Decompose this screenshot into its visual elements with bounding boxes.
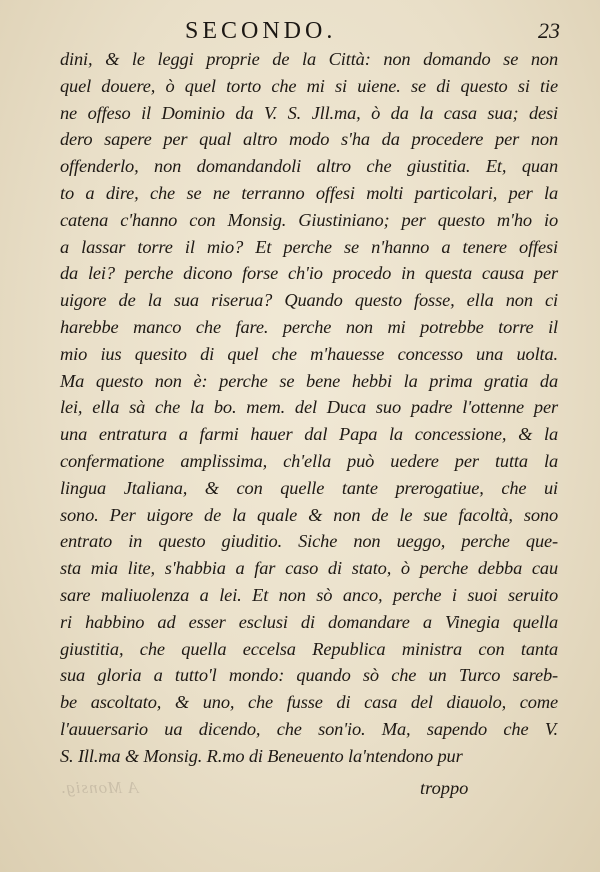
text-line: sta mia lite, s'habbia a far caso di stato, ò perche debba cau bbox=[60, 558, 558, 579]
text-line: una entratura a farmi hauer dal Papa la concessione, & la bbox=[60, 424, 558, 445]
text-line: ri habbino ad esser esclusi di domandare a Vinegia quella bbox=[60, 611, 558, 632]
text-line: lingua Jtaliana, & con quelle tante prerogatiue, che ui bbox=[60, 477, 558, 498]
bleed-through-text: A Monsig. bbox=[60, 778, 139, 797]
text-line: a lassar torre il mio? Et perche se n'hanno a tenere offesi bbox=[60, 236, 558, 257]
text-line: offenderlo, non domandandoli altro che giustitia. Et, quan bbox=[60, 156, 558, 177]
text-line: be ascoltato, & uno, che fusse di casa del diauolo, come bbox=[60, 692, 558, 713]
text-line: quel douere, ò quel torto che mi si uiene. se di questo si tie bbox=[60, 75, 558, 96]
page-header bbox=[40, 18, 572, 48]
text-line: dero sapere per qual altro modo s'ha da procedere per non bbox=[60, 129, 558, 150]
text-line: lei, ella sà che la bo. mem. del Duca suo padre l'ottenne per bbox=[60, 397, 558, 418]
text-line: Ma questo non è: perche se bene hebbi la prima gratia da bbox=[60, 370, 558, 391]
text-line: sono. Per uigore de la quale & non de le sue facoltà, sono bbox=[60, 504, 558, 525]
page-number: 23 bbox=[538, 18, 560, 43]
text-line: uigore de la sua riserua? Quando questo fosse, ella non ci bbox=[60, 290, 558, 311]
text-line: giustitia, che quella eccelsa Republica ministra con tanta bbox=[60, 638, 558, 659]
text-line: sua gloria a tutto'l mondo: quando sò che un Turco sareb- bbox=[60, 665, 558, 686]
text-line: ne offeso il Dominio da V. S. Jll.ma, ò da la casa sua; desi bbox=[60, 102, 558, 123]
body-text bbox=[60, 46, 558, 770]
text-line: S. Ill.ma & Monsig. R.mo di Beneuento la'ntendono pur bbox=[60, 745, 463, 766]
text-line: confermatione amplissima, ch'ella può uedere per tutta la bbox=[60, 450, 558, 471]
running-head: SECONDO. bbox=[185, 18, 337, 44]
text-line: da lei? perche dicono forse ch'io procedo in questa causa per bbox=[60, 263, 558, 284]
text-line: dini, & le leggi proprie de la Città: non domando se non bbox=[60, 49, 558, 69]
text-line: to a dire, che se ne terranno offesi molti particolari, per la bbox=[60, 182, 558, 203]
text-line: sare maliuolenza a lei. Et non sò anco, perche i suoi seruito bbox=[60, 584, 558, 605]
text-line: entrato in questo giuditio. Siche non ueggo, perche que- bbox=[60, 531, 558, 552]
text-line: catena c'hanno con Monsig. Giustiniano; per questo m'ho io bbox=[60, 209, 558, 230]
text-line: mio ius quesito di quel che m'hauesse concesso una uolta. bbox=[60, 343, 558, 364]
text-line: l'auuersario ua dicendo, che son'io. Ma, sapendo che V. bbox=[60, 718, 558, 739]
catchword: troppo bbox=[420, 778, 469, 798]
text-line: harebbe manco che fare. perche non mi potrebbe torre il bbox=[60, 316, 558, 337]
